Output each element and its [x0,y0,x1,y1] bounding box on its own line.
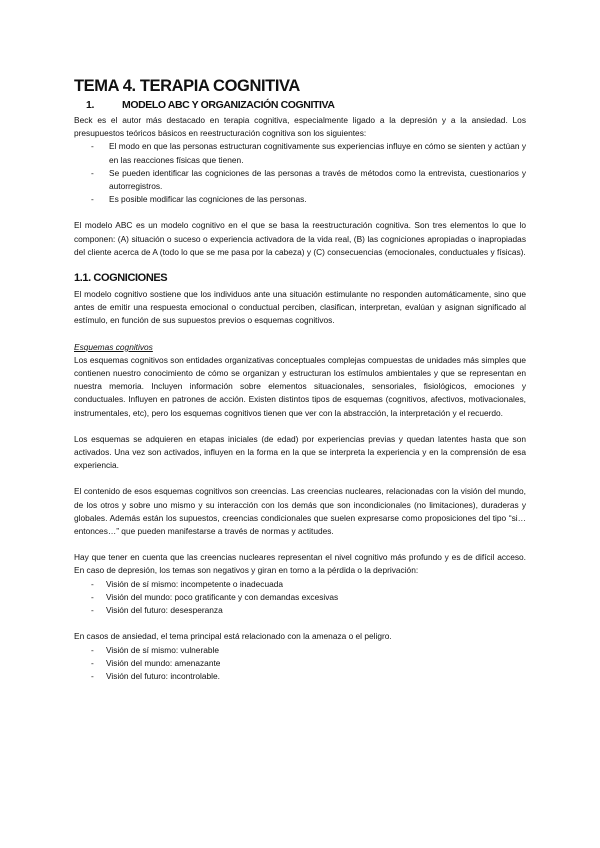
intro-paragraph: Beck es el autor más destacado en terapia cognitiva, especialmente ligado a la depresión y a la ansiedad. Los presupuestos teóricos básicos en reestructuración cognitiva son los siguientes: [74,115,526,139]
dash-bullet: - [91,194,94,205]
list-item: - El modo en que las personas estructuran cognitivamente sus experiencias influye en cómo se sienten y actúan y en las reacciones físicas que tienen. [91,141,526,165]
esquemas-paragraph-3: El contenido de esos esquemas cognitivos son creencias. Las creencias nucleares, relacionadas con la visión del mundo, de los otros y sobre uno mismo y su interacción con los demás que son incondicionales (no limitaciones), duraderas y globales. Además están los supuestos, creencias condicionales que suelen expresarse como proposiciones del tipo “si… entonces…” que pueden manifestarse a través de normas y actitudes. [74,486,526,537]
dash-bullet: - [91,591,94,602]
depresion-list [74,578,526,618]
esquemas-paragraph-1: Los esquemas cognitivos son entidades organizativas conceptuales complejas compuestas de unidades más simples que contienen nuestro conocimiento de cómo se organizan y estructuran los estímulos ambientales y que se representan en nuestra memoria. Incluyen información sobre elementos situacionales, sensoriales, fisiológicos, emociones y conductuales. Influyen en patrones de acción. Existen distintos tipos de esquemas (cognitivos, afectivos, motivacionales, instrumentales, etc), pero los esquemas cognitivos tienen que ver con la abstracción, la interpretación y el recuerdo. [74,354,526,418]
list-item: - Visión de sí mismo: incompetente o inadecuada [74,578,526,591]
principles-list [74,140,526,206]
section-number: 1. [86,99,94,111]
dash-bullet: - [91,605,94,616]
section-heading-1-1: 1.1. COGNICIONES [74,272,168,285]
list-item: - Visión del mundo: poco gratificante y con demandas excesivas [74,591,526,604]
list-item: - Visión del mundo: amenazante [74,657,526,670]
document-body [74,76,526,683]
esquemas-paragraph-4: Hay que tener en cuenta que las creencias nucleares representan el nivel cognitivo más profundo y es de difícil acceso. En caso de depresión, los temas son negativos y giran en torno a la pérdida o la deprivación: [74,552,526,576]
abc-paragraph: El modelo ABC es un modelo cognitivo en el que se basa la reestructuración cognitiva. Son tres elementos lo que lo componen: (A) situación o suceso o experiencia activadora de la vida real, (B) las cogniciones apropiadas o inapropiadas del cliente acerca de A (todo lo que se me pasa por la cabeza) y (C) consecuencias (emocionales, conductuales y físicas). [74,220,526,257]
list-item: - Visión de sí mismo: vulnerable [74,644,526,657]
dash-bullet: - [91,644,94,655]
ansiedad-list [74,644,526,684]
dash-bullet: - [91,657,94,668]
section-title: MODELO ABC Y ORGANIZACIÓN COGNITIVA [122,99,335,111]
dash-bullet: - [91,167,94,178]
list-item: - Visión del futuro: desesperanza [74,604,526,617]
esquemas-paragraph-2: Los esquemas se adquieren en etapas iniciales (de edad) por experiencias previas y quedan latentes hasta que son activados. Una vez son activados, influyen en la forma en la que se interpreta la experiencia y en la comprensión de esa experiencia. [74,433,526,471]
list-item: - Es posible modificar las cogniciones de las personas. [74,193,526,206]
cogniciones-paragraph: El modelo cognitivo sostiene que los individuos ante una situación estimulante no responden automáticamente, sino que antes de emitir una respuesta emocional o conductual perciben, clasifican, interpretan, evalúan y asignan significado al estímulo, en función de sus supuestos previos o esquemas cognitivos. [74,289,526,326]
list-item: - Se pueden identificar las cogniciones de las personas a través de métodos como la entrevista, cuestionarios y autorregistros. [91,167,526,192]
dash-bullet: - [91,578,94,589]
dash-bullet: - [91,141,94,152]
esquemas-subheading: Esquemas cognitivos [74,341,153,352]
section-heading-1 [74,99,526,112]
page-title: TEMA 4. TERAPIA COGNITIVA [74,77,300,95]
list-item: - Visión del futuro: incontrolable. [74,670,526,683]
ansiedad-paragraph: En casos de ansiedad, el tema principal está relacionado con la amenaza o el peligro. [74,631,392,642]
dash-bullet: - [91,670,94,681]
